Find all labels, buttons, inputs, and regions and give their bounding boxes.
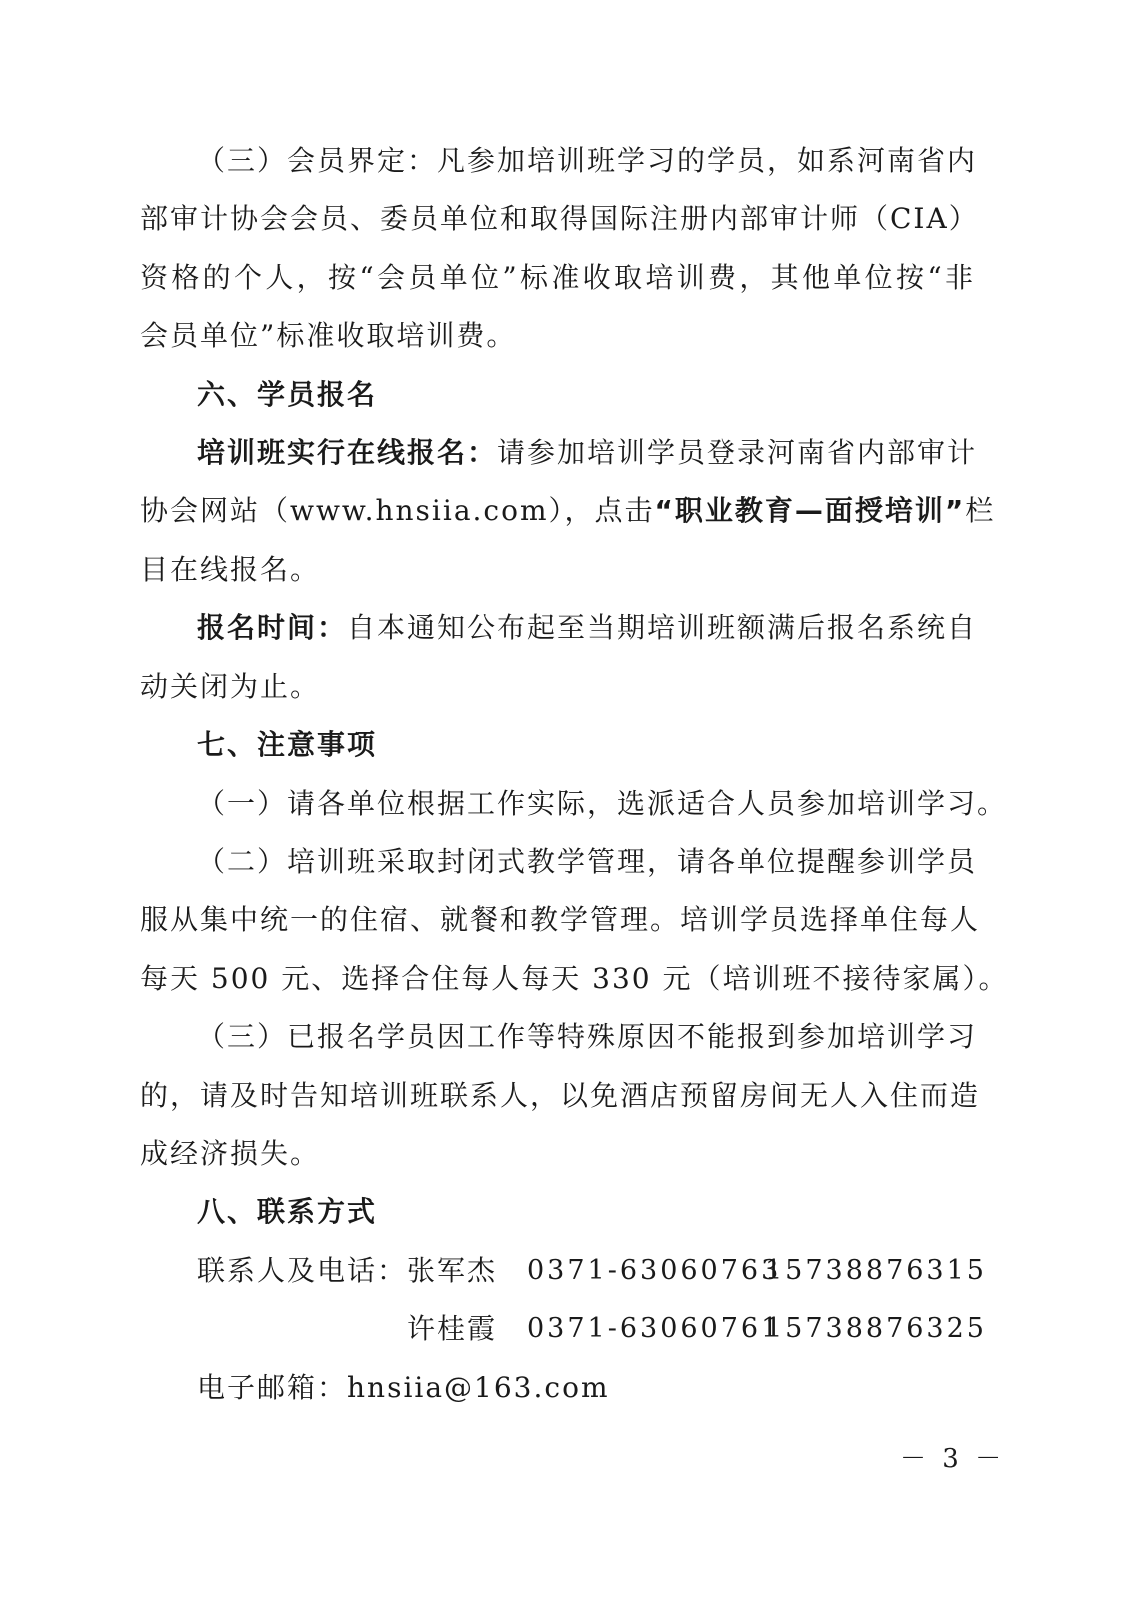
contact-label: 联系人及电话： xyxy=(197,1254,408,1287)
note-item-2-line-2: 服从集中统一的住宿、就餐和教学管理。培训学员选择单住每人 xyxy=(140,903,981,936)
note-item-2-line-3: 每天 500 元、选择合住每人每天 330 元（培训班不接待家属）。 xyxy=(140,962,1009,995)
contact-phone: 0371-63060761 xyxy=(527,1313,782,1344)
section-heading-contact: 八、联系方式 xyxy=(197,1195,378,1228)
section-heading-registration: 六、学员报名 xyxy=(197,378,378,411)
contact-mobile: 15738876325 xyxy=(765,1313,987,1344)
contact-phone: 0371-63060763 xyxy=(527,1255,782,1286)
website-text: 协会网站（www.hnsiia.com），点击 xyxy=(140,494,655,527)
member-definition-line-1: （三）会员界定：凡参加培训班学习的学员，如系河南省内 xyxy=(197,144,978,177)
note-item-3-line-3: 成经济损失。 xyxy=(140,1137,321,1170)
page-number: － 3 － xyxy=(900,1444,1006,1474)
note-item-1: （一）请各单位根据工作实际，选派适合人员参加培训学习。 xyxy=(197,787,1008,820)
member-definition-line-2: 部审计协会会员、委员单位和取得国际注册内部审计师（CIA） xyxy=(140,202,979,235)
column-text: 栏 xyxy=(965,494,996,527)
online-registration-line-2 xyxy=(140,489,996,533)
online-registration-line-3: 目在线报名。 xyxy=(140,553,321,586)
note-item-3-line-2: 的，请及时告知培训班联系人，以免酒店预留房间无人入住而造 xyxy=(140,1079,981,1112)
online-registration-text: 请参加培训学员登录河南省内部审计 xyxy=(497,436,978,469)
registration-time-text: 自本通知公布起至当期培训班额满后报名系统自 xyxy=(347,611,978,644)
contact-name: 许桂霞 xyxy=(407,1312,498,1345)
section-heading-notes: 七、注意事项 xyxy=(197,728,378,761)
email-label: 电子邮箱： xyxy=(197,1371,348,1404)
menu-path-label: “职业教育—面授培训” xyxy=(654,494,966,527)
contact-name: 张军杰 xyxy=(407,1254,498,1287)
registration-time-line-1 xyxy=(197,606,978,650)
registration-time-line-2: 动关闭为止。 xyxy=(140,670,321,703)
email-address: hnsiia@163.com xyxy=(347,1371,610,1404)
note-item-2-line-1: （二）培训班采取封闭式教学管理，请各单位提醒参训学员 xyxy=(197,845,978,878)
member-definition-line-4: 会员单位”标准收取培训费。 xyxy=(140,319,517,352)
online-registration-label: 培训班实行在线报名： xyxy=(197,436,498,469)
note-item-3-line-1: （三）已报名学员因工作等特殊原因不能报到参加培训学习 xyxy=(197,1020,978,1053)
email-line xyxy=(197,1366,975,1410)
contact-mobile: 15738876315 xyxy=(765,1255,987,1286)
online-registration-line-1 xyxy=(197,431,978,475)
member-definition-line-3: 资格的个人，按“会员单位”标准收取培训费，其他单位按“非 xyxy=(140,261,975,294)
registration-time-label: 报名时间： xyxy=(197,611,348,644)
